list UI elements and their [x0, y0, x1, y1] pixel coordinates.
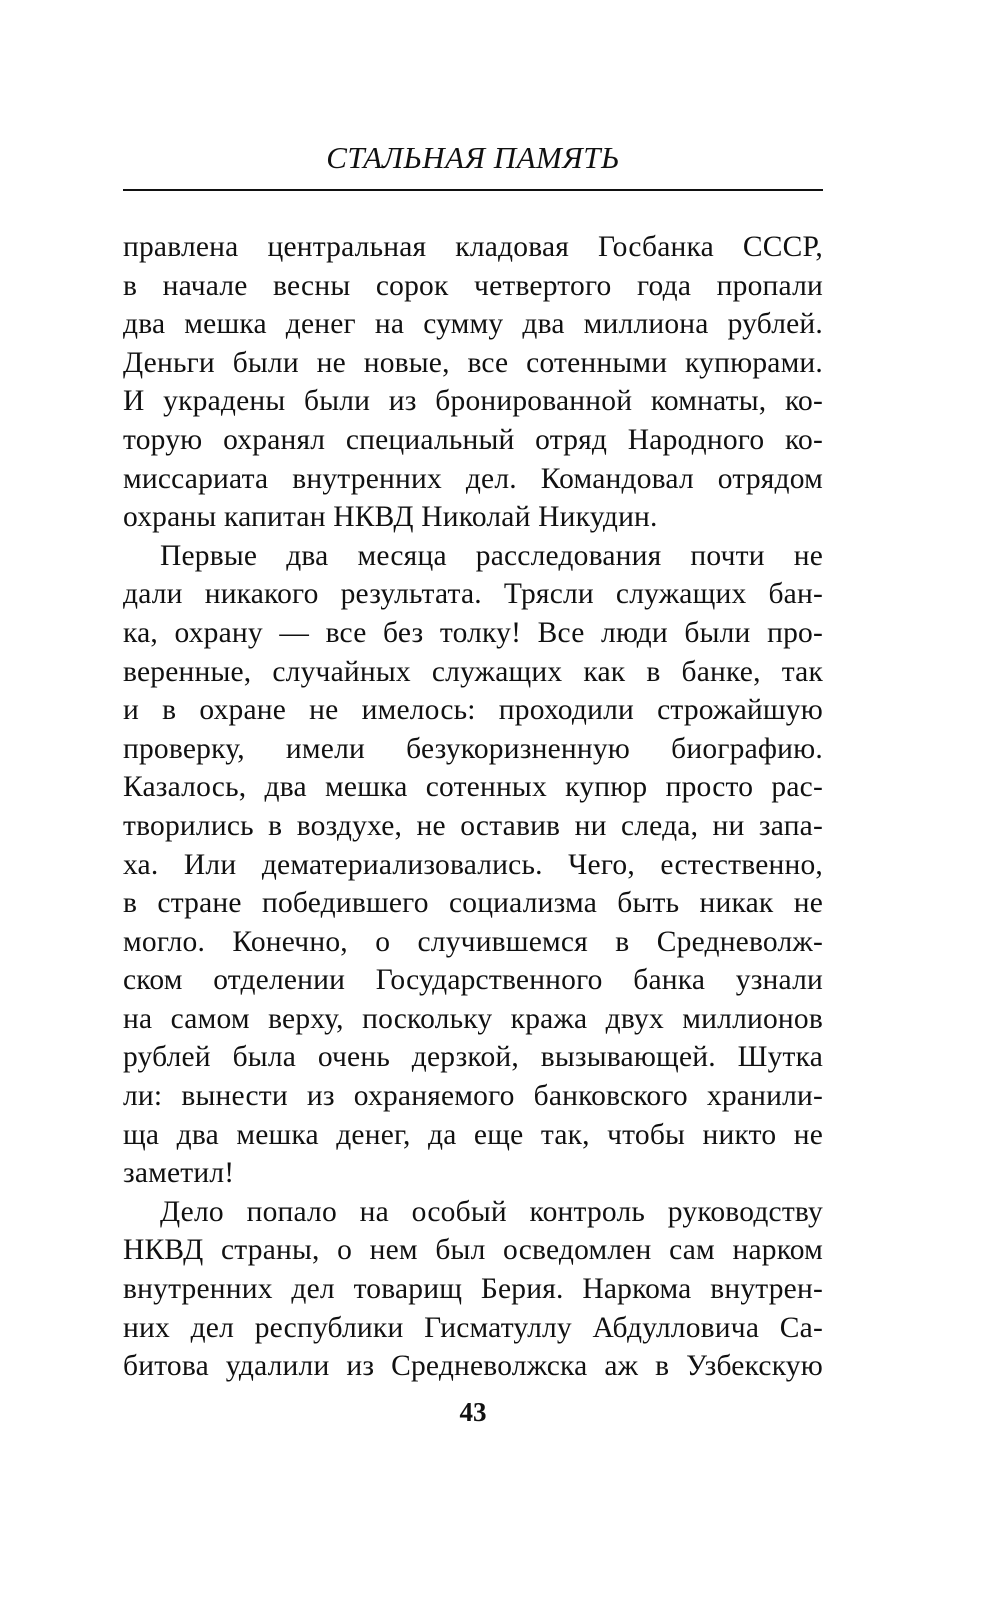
text-line: ха. Или дематериализовались. Чего, естественно, — [123, 848, 823, 881]
paragraph — [123, 1193, 823, 1386]
text-line: ща два мешка денег, да еще так, чтобы никто не — [123, 1118, 823, 1151]
text-line: внутренних дел товарищ Берия. Наркома внутрен- — [123, 1273, 823, 1306]
text-line: творились в воздухе, не оставив ни следа, ни запа- — [123, 809, 823, 842]
text-line: Деньги были не новые, все сотенными купюрами. — [123, 346, 823, 379]
text-line: Первые два месяца расследования почти не — [160, 539, 823, 572]
book-title: СТАЛЬНАЯ ПАМЯТЬ — [326, 140, 620, 175]
text-line: охраны капитан НКВД Николай Никудин. — [123, 501, 658, 534]
text-line: веренные, случайных служащих как в банке, так — [123, 655, 823, 688]
text-line: проверку, имели безукоризненную биографию. — [123, 732, 823, 765]
text-line: и в охране не имелось: проходили строжайшую — [123, 694, 823, 727]
text-line: заметил! — [123, 1157, 235, 1190]
paragraph — [123, 228, 823, 537]
text-line: правлена центральная кладовая Госбанка СССР, — [123, 231, 823, 263]
body-text — [123, 228, 823, 1386]
text-line: них дел республики Гисматуллу Абдулловича Са- — [123, 1311, 823, 1344]
text-line: два мешка денег на сумму два миллиона рублей. — [123, 308, 823, 341]
header-rule — [123, 189, 823, 191]
text-line: миссариата внутренних дел. Командовал отрядом — [123, 462, 823, 495]
text-line: могло. Конечно, о случившемся в Средневолж- — [123, 925, 823, 958]
text-line: НКВД страны, о нем был осведомлен сам нарком — [123, 1234, 823, 1267]
text-line: в начале весны сорок четвертого года пропали — [123, 269, 823, 302]
text-line: рублей была очень дерзкой, вызывающей. Шутка — [123, 1041, 823, 1074]
text-line: торую охранял специальный отряд Народного ко- — [123, 423, 823, 456]
text-line: в стране победившего социализма быть никак не — [123, 887, 823, 920]
text-line: битова удалили из Средневолжска аж в Узбекскую — [123, 1350, 823, 1383]
running-header — [123, 138, 823, 178]
text-line: ли: вынести из охраняемого банковского хранили- — [123, 1080, 823, 1113]
text-line: Казалось, два мешка сотенных купюр просто рас- — [123, 771, 823, 804]
paragraph — [123, 537, 823, 1193]
text-line: ском отделении Государственного банка узнали — [123, 964, 823, 997]
text-line: дали никакого результата. Трясли служащих бан- — [123, 578, 823, 611]
page-number: 43 — [459, 1397, 487, 1427]
text-line: на самом верху, поскольку кража двух миллионов — [123, 1002, 823, 1035]
text-line: И украдены были из бронированной комнаты, ко- — [123, 385, 823, 418]
text-line: ка, охрану — все без толку! Все люди были про- — [123, 616, 823, 649]
text-line: Дело попало на особый контроль руководству — [160, 1195, 823, 1228]
